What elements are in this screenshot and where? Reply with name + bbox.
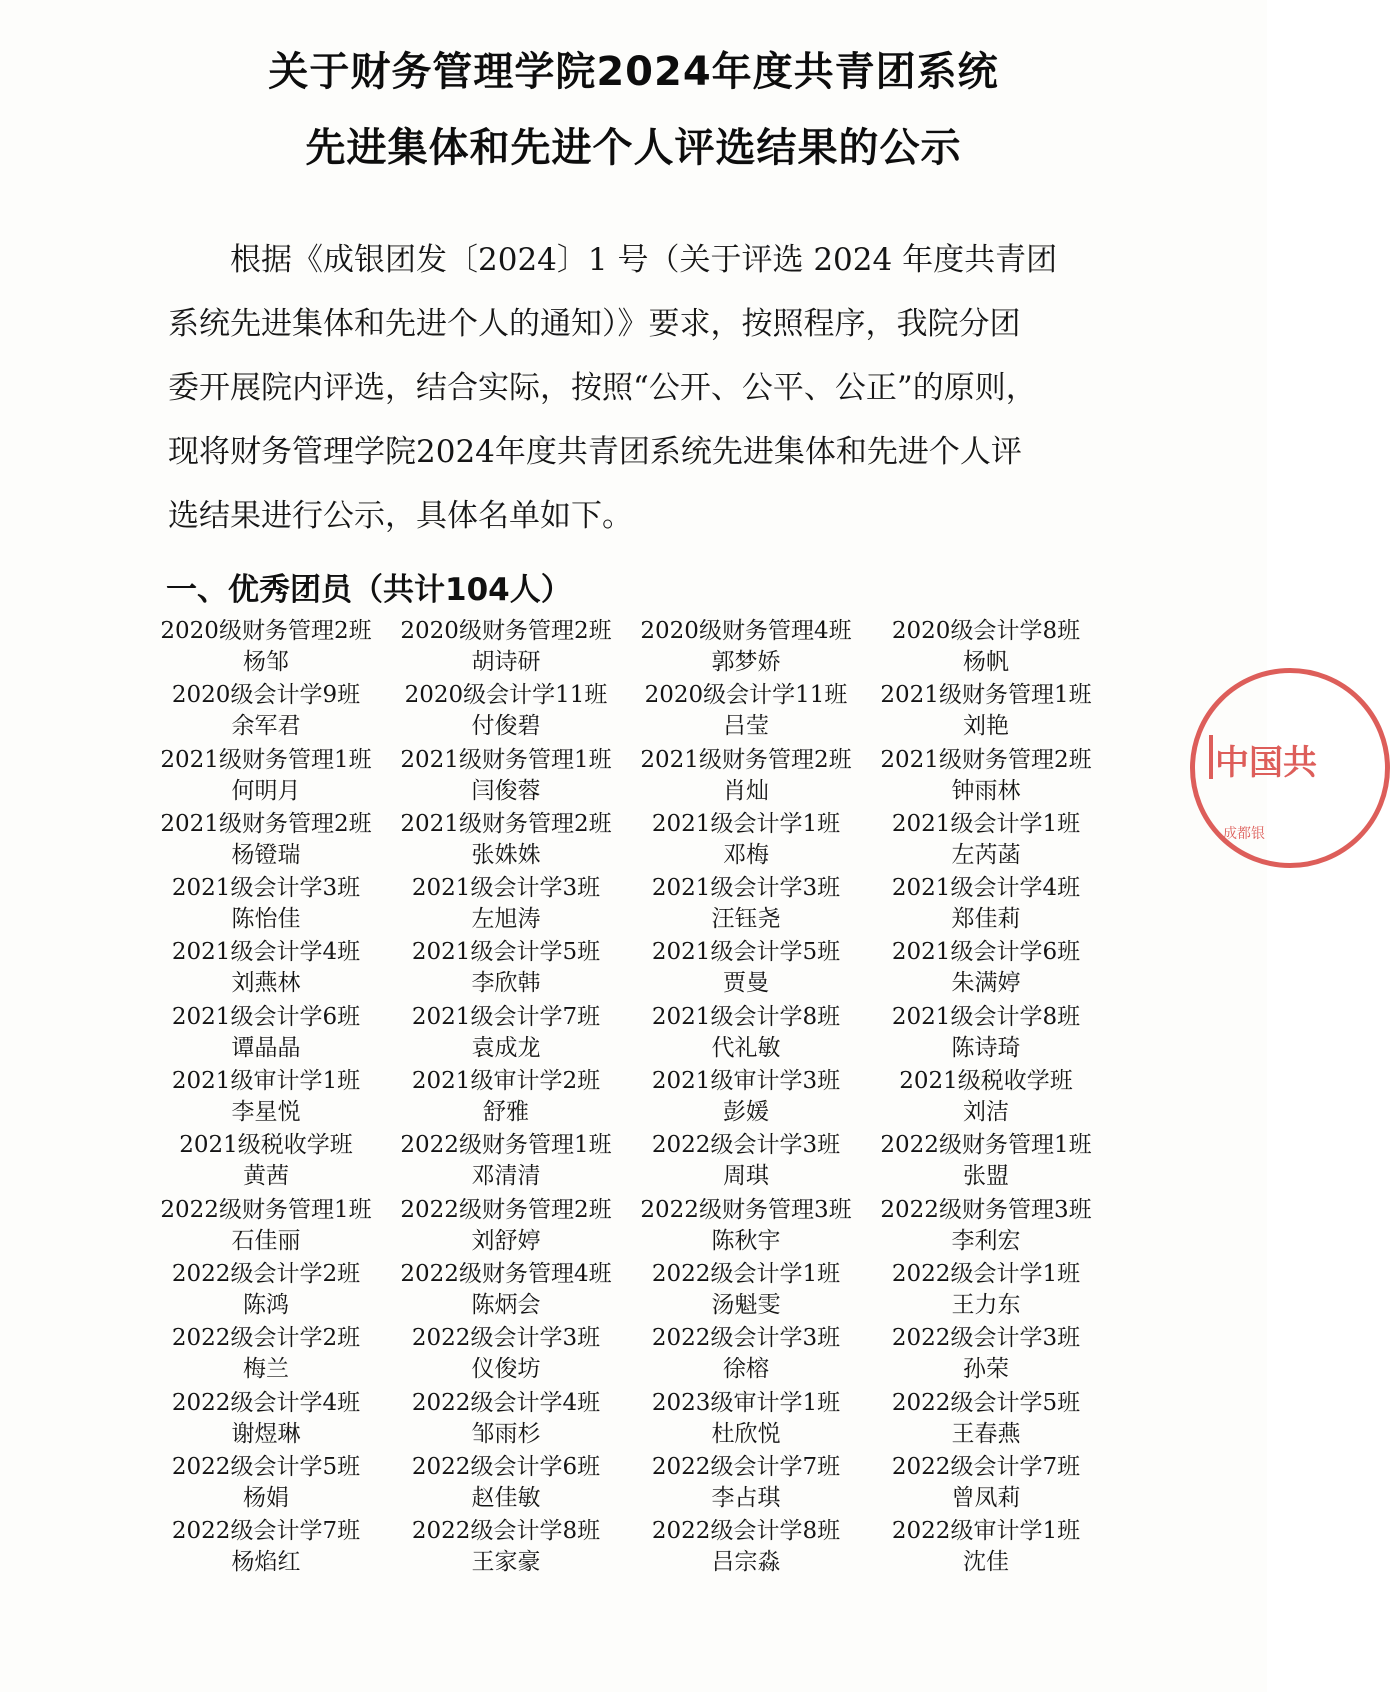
roster-member-name: 赵佳敏 (471, 1484, 541, 1511)
roster-class-name: 2022级会计学7班 (171, 1518, 361, 1545)
roster-class-name: 2021级审计学2班 (411, 1068, 601, 1095)
roster-member-name: 张盟 (963, 1163, 1009, 1190)
roster-entry (146, 1195, 386, 1259)
roster-entry (866, 1516, 1106, 1580)
roster-class-name: 2022级会计学3班 (651, 1325, 841, 1352)
roster-member-name: 何明月 (231, 777, 301, 804)
roster-member-name: 曾凤莉 (951, 1484, 1021, 1511)
roster-entry (866, 937, 1106, 1001)
roster-member-name: 杨娟 (243, 1484, 289, 1511)
roster-class-name: 2022级会计学2班 (171, 1325, 361, 1352)
roster-entry (146, 1130, 386, 1194)
roster-entry (866, 1066, 1106, 1130)
roster-class-name: 2020级会计学8班 (891, 618, 1081, 644)
roster-member-name: 郑佳莉 (951, 906, 1021, 933)
roster-member-name: 邓梅 (723, 841, 769, 868)
roster-entry (866, 1323, 1106, 1387)
roster-entry (626, 873, 866, 937)
roster-entry (866, 1388, 1106, 1452)
section-heading-outstanding-members: 一、优秀团员（共计104人） (166, 572, 572, 608)
roster-class-name: 2022级会计学7班 (891, 1453, 1081, 1480)
roster-entry (626, 1195, 866, 1259)
roster-entry (146, 1452, 386, 1516)
roster-class-name: 2020级会计学11班 (404, 682, 608, 709)
roster-entry (386, 1259, 626, 1323)
roster-entry (146, 1323, 386, 1387)
roster-entry (386, 1066, 626, 1130)
roster-entry (386, 1002, 626, 1066)
roster-member-name: 舒雅 (483, 1099, 529, 1126)
roster-class-name: 2020级财务管理2班 (160, 618, 372, 644)
intro-paragraph (168, 228, 1128, 548)
paragraph-line: 系统先进集体和先进个人的通知）》要求，按照程序，我院分团 (168, 306, 1021, 342)
paragraph-line: 现将财务管理学院2024年度共青团系统先进集体和先进个人评 (168, 434, 1022, 470)
roster-member-name: 邓清清 (471, 1163, 541, 1190)
roster-class-name: 2022级会计学5班 (171, 1453, 361, 1480)
roster-class-name: 2021级会计学5班 (411, 939, 601, 966)
roster-class-name: 2022级财务管理3班 (640, 1196, 852, 1223)
roster-member-name: 陈怡佳 (231, 906, 301, 933)
roster-class-name: 2022级财务管理4班 (400, 1260, 612, 1287)
roster-entry (626, 1259, 866, 1323)
roster-entry (866, 1259, 1106, 1323)
roster-entry (386, 745, 626, 809)
roster-member-name: 贾曼 (723, 970, 769, 997)
roster-class-name: 2022级财务管理1班 (400, 1132, 612, 1159)
roster-member-name: 刘燕林 (231, 970, 301, 997)
roster-class-name: 2021级会计学7班 (411, 1003, 601, 1030)
roster-class-name: 2021级会计学6班 (171, 1003, 361, 1030)
roster-entry (626, 1452, 866, 1516)
roster-class-name: 2022级会计学4班 (411, 1389, 601, 1416)
roster-member-name: 石佳丽 (231, 1227, 301, 1254)
roster-class-name: 2021级会计学8班 (891, 1003, 1081, 1030)
roster-entry (866, 873, 1106, 937)
roster-class-name: 2021级税收学班 (899, 1068, 1073, 1095)
roster-class-name: 2021级财务管理1班 (160, 746, 372, 773)
roster-class-name: 2022级会计学8班 (411, 1518, 601, 1545)
roster-entry (386, 1130, 626, 1194)
roster-member-name: 仪俊坊 (471, 1356, 541, 1383)
roster-entry (626, 1002, 866, 1066)
roster-member-name: 王春燕 (951, 1420, 1021, 1447)
roster-entry (386, 937, 626, 1001)
roster-class-name: 2021级会计学4班 (891, 875, 1081, 902)
roster-member-name: 王家豪 (471, 1549, 541, 1576)
roster-member-name: 李欣韩 (471, 970, 541, 997)
roster-member-name: 张姝姝 (471, 841, 541, 868)
roster-entry (386, 1323, 626, 1387)
roster-entry (386, 1195, 626, 1259)
roster-member-name: 杨焰红 (231, 1549, 301, 1576)
roster-member-name: 沈佳 (963, 1549, 1009, 1576)
roster-member-name: 朱满婷 (951, 970, 1021, 997)
roster-member-name: 王力东 (951, 1291, 1021, 1318)
roster-entry (386, 873, 626, 937)
roster-entry (146, 745, 386, 809)
roster-class-name: 2020级财务管理2班 (400, 618, 612, 644)
roster-class-name: 2021级财务管理2班 (160, 810, 372, 837)
roster-member-name: 孙荣 (963, 1356, 1009, 1383)
roster-class-name: 2020级会计学9班 (171, 682, 361, 709)
roster-class-name: 2021级会计学6班 (891, 939, 1081, 966)
roster-class-name: 2023级审计学1班 (651, 1389, 841, 1416)
roster-class-name: 2021级会计学3班 (411, 875, 601, 902)
roster-entry (146, 1388, 386, 1452)
roster-member-name: 杨邹 (243, 649, 289, 675)
roster-entry (626, 937, 866, 1001)
roster-class-name: 2021级会计学1班 (651, 810, 841, 837)
seal-bar (1209, 735, 1213, 779)
paragraph-line: 根据《成银团发〔2024〕1 号（关于评选 2024 年度共青团 (168, 242, 1058, 278)
roster-entry (626, 745, 866, 809)
roster-class-name: 2021级会计学3班 (651, 875, 841, 902)
roster-class-name: 2021级会计学5班 (651, 939, 841, 966)
roster-member-name: 谭晶晶 (231, 1034, 301, 1061)
roster-entry (386, 809, 626, 873)
roster-entry (146, 616, 386, 680)
roster-member-name: 陈诗琦 (951, 1034, 1021, 1061)
roster-class-name: 2022级财务管理2班 (400, 1196, 612, 1223)
roster-class-name: 2022级会计学2班 (171, 1260, 361, 1287)
roster-member-name: 刘舒婷 (471, 1227, 541, 1254)
roster-class-name: 2022级会计学4班 (171, 1389, 361, 1416)
roster-member-name: 黄茜 (243, 1163, 289, 1190)
roster-member-name: 杜欣悦 (711, 1420, 781, 1447)
document-title-line-2: 先进集体和先进个人评选结果的公示 (305, 125, 962, 171)
roster-entry (386, 1516, 626, 1580)
roster-class-name: 2021级会计学4班 (171, 939, 361, 966)
roster-member-name: 刘艳 (963, 713, 1009, 740)
roster-class-name: 2021级税收学班 (179, 1132, 353, 1159)
roster-member-name: 陈鸿 (243, 1291, 289, 1318)
roster-entry (146, 1516, 386, 1580)
roster-member-name: 李星悦 (231, 1099, 301, 1126)
roster-member-name: 吕莹 (723, 713, 769, 740)
roster-member-name: 杨帆 (963, 649, 1009, 675)
roster-member-name: 梅兰 (243, 1356, 289, 1383)
roster-member-name: 钟雨林 (951, 777, 1021, 804)
roster-entry (146, 1066, 386, 1130)
roster-entry (626, 1130, 866, 1194)
roster-entry (386, 616, 626, 680)
paragraph-line: 选结果进行公示，具体名单如下。 (168, 498, 633, 534)
roster-class-name: 2022级财务管理3班 (880, 1196, 1092, 1223)
roster-member-name: 陈炳会 (471, 1291, 541, 1318)
roster-member-name: 郭梦娇 (711, 649, 781, 675)
roster-class-name: 2021级财务管理2班 (640, 746, 852, 773)
roster-entry (146, 873, 386, 937)
roster-entry (866, 809, 1106, 873)
roster-class-name: 2022级会计学5班 (891, 1389, 1081, 1416)
roster-entry (626, 1516, 866, 1580)
roster-entry (866, 1195, 1106, 1259)
roster-class-name: 2021级审计学3班 (651, 1068, 841, 1095)
roster-entry (386, 680, 626, 744)
member-roster-grid (146, 616, 1106, 1580)
roster-entry (866, 680, 1106, 744)
roster-entry (626, 1323, 866, 1387)
paragraph-line: 委开展院内评选，结合实际，按照“公开、公平、公正”的原则， (168, 370, 1037, 406)
roster-member-name: 李占琪 (711, 1484, 781, 1511)
roster-member-name: 邹雨杉 (471, 1420, 541, 1447)
roster-member-name: 左芮菡 (951, 841, 1021, 868)
roster-member-name: 肖灿 (723, 777, 769, 804)
roster-class-name: 2020级会计学11班 (644, 682, 848, 709)
roster-member-name: 徐榕 (723, 1356, 769, 1383)
roster-class-name: 2022级审计学1班 (891, 1518, 1081, 1545)
roster-entry (626, 1066, 866, 1130)
roster-member-name: 余军君 (231, 713, 301, 740)
roster-member-name: 刘洁 (963, 1099, 1009, 1126)
roster-entry (626, 809, 866, 873)
roster-member-name: 彭媛 (723, 1099, 769, 1126)
roster-class-name: 2021级会计学1班 (891, 810, 1081, 837)
roster-member-name: 周琪 (723, 1163, 769, 1190)
roster-member-name: 袁成龙 (471, 1034, 541, 1061)
seal-subtext: 成都银 (1223, 826, 1265, 842)
roster-class-name: 2022级会计学1班 (891, 1260, 1081, 1287)
roster-member-name: 闫俊蓉 (471, 777, 541, 804)
roster-class-name: 2022级财务管理1班 (880, 1132, 1092, 1159)
roster-entry (626, 680, 866, 744)
seal-text: 中国共 (1215, 743, 1317, 783)
roster-class-name: 2022级会计学8班 (651, 1518, 841, 1545)
roster-entry (866, 1452, 1106, 1516)
roster-class-name: 2022级会计学3班 (651, 1132, 841, 1159)
roster-member-name: 代礼敏 (711, 1034, 781, 1061)
roster-class-name: 2021级审计学1班 (171, 1068, 361, 1095)
roster-class-name: 2022级会计学6班 (411, 1453, 601, 1480)
roster-member-name: 付俊碧 (471, 713, 541, 740)
roster-entry (626, 1388, 866, 1452)
roster-class-name: 2021级财务管理2班 (880, 746, 1092, 773)
roster-member-name: 谢煜琳 (231, 1420, 301, 1447)
roster-class-name: 2021级会计学3班 (171, 875, 361, 902)
roster-entry (146, 1259, 386, 1323)
roster-member-name: 胡诗研 (471, 649, 541, 675)
roster-entry (866, 616, 1106, 680)
roster-member-name: 吕宗淼 (711, 1549, 781, 1576)
roster-class-name: 2021级财务管理1班 (400, 746, 612, 773)
roster-class-name: 2021级财务管理2班 (400, 810, 612, 837)
roster-entry (146, 809, 386, 873)
roster-entry (866, 1130, 1106, 1194)
roster-entry (386, 1452, 626, 1516)
roster-entry (386, 1388, 626, 1452)
roster-class-name: 2022级会计学7班 (651, 1453, 841, 1480)
roster-class-name: 2022级会计学3班 (891, 1325, 1081, 1352)
roster-class-name: 2020级财务管理4班 (640, 618, 852, 644)
official-seal-stamp (1190, 668, 1390, 868)
roster-member-name: 汤魁雯 (711, 1291, 781, 1318)
roster-entry (866, 745, 1106, 809)
roster-class-name: 2021级财务管理1班 (880, 682, 1092, 709)
roster-class-name: 2022级会计学3班 (411, 1325, 601, 1352)
document-title-line-1: 关于财务管理学院2024年度共青团系统 (268, 49, 999, 95)
roster-entry (866, 1002, 1106, 1066)
roster-member-name: 杨镫瑞 (231, 841, 301, 868)
roster-class-name: 2022级会计学1班 (651, 1260, 841, 1287)
roster-member-name: 李利宏 (951, 1227, 1021, 1254)
roster-member-name: 汪钰尧 (711, 906, 781, 933)
roster-member-name: 左旭涛 (471, 906, 541, 933)
roster-entry (146, 937, 386, 1001)
roster-entry (146, 680, 386, 744)
roster-class-name: 2022级财务管理1班 (160, 1196, 372, 1223)
roster-entry (146, 1002, 386, 1066)
roster-class-name: 2021级会计学8班 (651, 1003, 841, 1030)
roster-member-name: 陈秋宇 (711, 1227, 781, 1254)
roster-entry (626, 616, 866, 680)
